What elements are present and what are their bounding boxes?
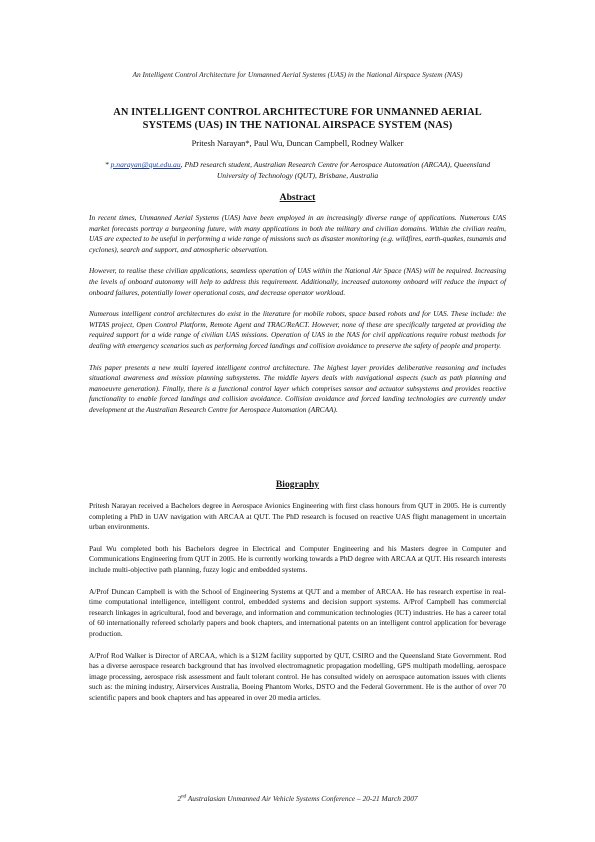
abstract-paragraph: In recent times, Unmanned Aerial Systems (UAS) have been employed in an increasingly diverse range of applications. Numerous UAS market forecasts portray a burgeoning future, with many applications in both the military and civilian domains. Within the civilian realm, UAS are expected to be useful in performing a wide range of missions such as disaster monitoring (e.g. wildfires, earth-quakes, tsunamis and cyclones), search and support, and atmospheric observation. — [89, 213, 506, 254]
affiliation-text: , PhD research student, Australian Research Centre for Aerospace Automation (ARCAA), Queensland University of Technology (QUT), Brisbane, Australia — [180, 160, 491, 180]
title-line-2: SYSTEMS (UAS) IN THE NATIONAL AIRSPACE SYSTEM (NAS) — [142, 119, 453, 131]
affiliation-marker: * — [104, 160, 111, 169]
biography-paragraph: Pritesh Narayan received a Bachelors degree in Aerospace Avionics Engineering with first class honours from QUT in 2005. He is currently completing a PhD in UAV navigation with ARCAA at QUT. The PhD research is focused on reactive UAS flight management in uncertain urban environments. — [89, 501, 506, 532]
paper-title — [80, 107, 515, 132]
title-line-1: AN INTELLIGENT CONTROL ARCHITECTURE FOR UNMANNED AERIAL — [113, 107, 482, 118]
biography-heading: Biography — [275, 479, 320, 490]
biography-paragraph: A/Prof Rod Walker is Director of ARCAA, which is a $12M facility supported by QUT, CSIRO and the Queensland State Government. Rod has a diverse aerospace research background that has involved electromagnetic propagation modelling, GPS multipath modelling, aerospace image processing, aerospace risk assessment and fault tolerant control. He has consulted widely on aerospace automation issues with clients such as: the mining industry, Airservices Australia, Boeing Phantom Works, DSTO and the Federal Government. He is the author of over 70 scientific papers and book chapters and has appeared in over 20 media articles. — [89, 650, 506, 702]
author-affiliation — [95, 160, 500, 181]
biography-body — [89, 501, 506, 715]
running-header: An Intelligent Control Architecture for Unmanned Aerial Systems (UAS) in the National Airspace System (NAS) — [132, 70, 463, 79]
biography-paragraph: Paul Wu completed both his Bachelors degree in Electrical and Computer Engineering and his Masters degree in Computer and Communications Engineering from QUT in 2005. He is currently working towards a PhD degree with ARCAA at QUT. His research interests include multi-objective path planning, fuzzy logic and embedded systems. — [89, 543, 506, 574]
abstract-paragraph: This paper presents a new multi layered intelligent control architecture. The highest layer provides deliberative reasoning and includes situational awareness and mission planning subsystems. The middle layers deals with navigational aspects (such as path planning and manoeuvre generation). Finally, there is a functional control layer which comprises sensor and actuator subsystems and provides reactive functionality to enable forced landings and collision avoidance. Collision avoidance and forced landing technologies are currently under development at the Australian Research Centre for Aerospace Automation (ARCAA). — [89, 362, 506, 414]
biography-paragraph: A/Prof Duncan Campbell is with the School of Engineering Systems at QUT and a member of ARCAA. He has research expertise in real-time computational intelligence, intelligent control, embedded systems and decision support systems. A/Prof Campbell has commercial research linkages in agricultural, food and beverage, and information and communication technologies (ICT) industries. He has a career total of 60 internationally refereed scholarly papers and book chapters, and international patents on an intelligent control application for beverage production. — [89, 586, 506, 638]
conference-footer: 2nd Australasian Unmanned Air Vehicle Systems Conference – 20-21 March 2007 — [177, 794, 418, 803]
abstract-body — [89, 213, 506, 427]
author-email-link[interactable]: p.narayan@qut.edu.au — [110, 160, 181, 169]
abstract-heading: Abstract — [279, 192, 316, 203]
abstract-paragraph: Numerous intelligent control architectures do exist in the literature for mobile robots, space based robots and for UAS. These include: the WITAS project, Open Control Platform, Remote Agent and TRAC/ReACT. However, none of these are specifically targeted at providing the required support for a wide range of civilian UAS missions. Operation of UAS in the NAS for civil applications require robust methods for dealing with emergency scenarios such as performing forced landings and collision avoidance to preserve the safety of people and property. — [89, 309, 506, 350]
author-list: Pritesh Narayan*, Paul Wu, Duncan Campbell, Rodney Walker — [191, 139, 404, 148]
abstract-paragraph: However, to realise these civilian applications, seamless operation of UAS within the National Air Space (NAS) will be required. Increasing the levels of onboard autonomy will help to address this requirement. Additionally, increased autonomy onboard will reduce the impact of onboard failures, potentially lower operational costs, and decrease operator workload. — [89, 266, 506, 297]
